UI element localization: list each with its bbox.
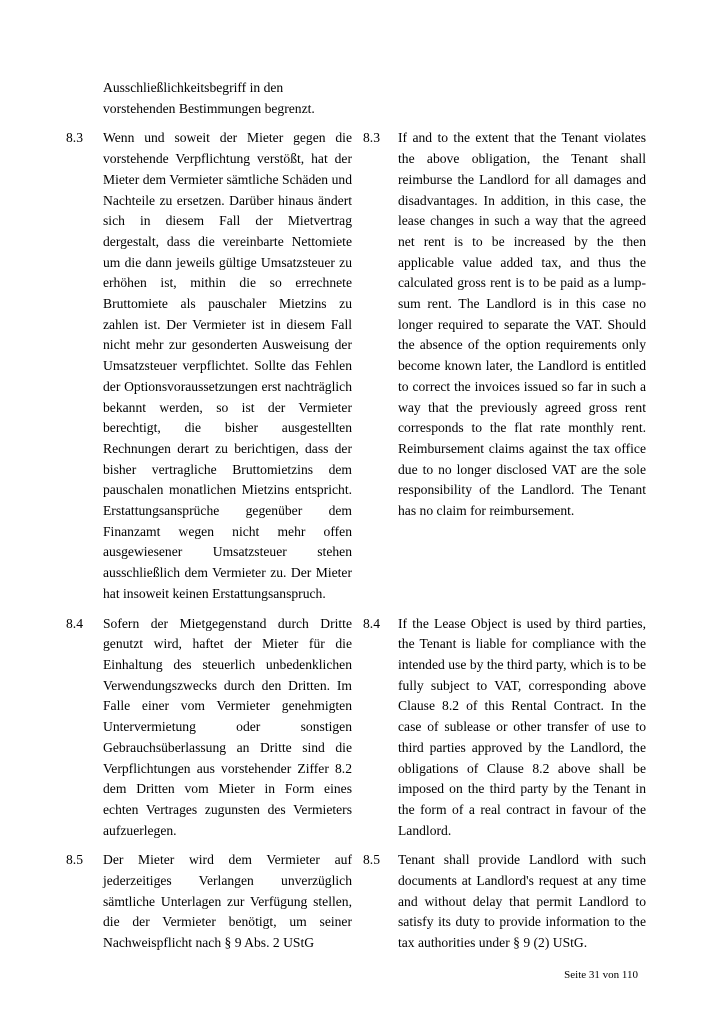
column-gap — [352, 78, 363, 119]
clause-number-english: 8.4 — [363, 615, 380, 631]
intro-continuation-german: Ausschließlichkeitsbegriff in den vorstehenden Bestimmungen begrenzt. — [103, 80, 315, 116]
intro-continuation-english-empty — [398, 78, 646, 119]
clause-number-empty — [66, 78, 103, 119]
clause-text-german: Der Mieter wird dem Vermieter auf jederzeitiges Verlangen unverzüglich sämtliche Unterlagen zur Verfügung stellen, die der Vermieter benötigt, um seiner Nachweispflicht nach § 9 Abs. 2 UStG — [103, 852, 352, 951]
clause-row — [66, 850, 646, 954]
clause-sections — [66, 128, 646, 953]
clause-text-german: Wenn und soweit der Mieter gegen die vorstehende Verpflichtung verstößt, hat der Mieter dem Vermieter sämtliche Schäden und Nachteile zu ersetzen. Darüber hinaus ändert sich in diesem Fall der Mietvertrag dergestalt, dass die vereinbarte Nettomiete um die dann jeweils gültige Umsatzsteuer zu erhöhen ist, mithin die so errechnete Bruttomiete als pauschaler Mietzins zu zahlen ist. Der Vermieter ist in diesem Fall nicht mehr zur gesonderten Ausweisung der Umsatzsteuer verpflichtet. Sollte das Fehlen der Optionsvoraussetzungen erst nachträglich bekannt werden, so ist der Vermieter berechtigt, die bisher ausgestellten Rechnungen derart zu berichtigen, dass der bisher vertragliche Bruttomietzins dem pauschalen monatlichen Mietzins entspricht. Erstattungsansprüche gegenüber dem Finanzamt wegen nicht mehr offen ausgewiesener Umsatzsteuer stehen ausschließlich dem Vermieter zu. Der Mieter hat insoweit keinen Erstattungsanspruch. — [103, 130, 352, 601]
clause-number-empty — [363, 78, 398, 119]
column-gap — [352, 128, 363, 604]
column-gap — [352, 614, 363, 842]
clause-number-german: 8.3 — [66, 130, 83, 146]
clause-number-german: 8.5 — [66, 852, 83, 868]
page-number-footer: Seite 31 von 110 — [564, 969, 638, 981]
clause-text-english: Tenant shall provide Landlord with such documents at Landlord's request at any time and without delay that permit Landlord to satisfy its duty to provide information to the tax authorities under § 9 (2) UStG. — [398, 852, 646, 951]
contract-body — [66, 78, 646, 963]
clause-row — [66, 128, 646, 604]
clause-row — [66, 614, 646, 842]
intro-continuation-row — [66, 78, 646, 119]
clause-text-english: If the Lease Object is used by third parties, the Tenant is liable for compliance with the intended use by the third party, which is to be fully subject to VAT, corresponding above Clause 8.2 of this Rental Contract. In the case of sublease or other transfer of use to third parties approved by the Landlord, the obligations of Clause 8.2 above shall be imposed on the third party by the Tenant in the form of a real contract in favour of the Landlord. — [398, 615, 646, 838]
clause-text-german: Sofern der Mietgegenstand durch Dritte genutzt wird, haftet der Mieter für die Einhaltung des steuerlich unbedenklichen Verwendungszwecks durch den Dritten. Im Falle einer vom Vermieter genehmigten Untervermietung oder sonstigen Gebrauchsüberlassung an Dritte sind die Verpflichtungen aus vorstehender Ziffer 8.2 dem Dritten vom Mieter in Form eines echten Vertrages zugunsten des Vermieters aufzuerlegen. — [103, 615, 352, 838]
column-gap — [352, 850, 363, 954]
clause-number-english: 8.3 — [363, 130, 380, 146]
clause-number-german: 8.4 — [66, 615, 83, 631]
clause-number-english: 8.5 — [363, 852, 380, 868]
clause-text-english: If and to the extent that the Tenant violates the above obligation, the Tenant shall reimburse the Landlord for all damages and disadvantages. In addition, in this case, the lease changes in such a way that the agreed net rent is to be increased by the then applicable value added tax, and thus the calculated gross rent is to be paid as a lump-sum rent. The Landlord is in this case no longer required to separate the VAT. Should the absence of the option requirements only become known later, the Landlord is entitled to correct the invoices issued so far in such a way that the previously agreed gross rent corresponds to the flat rate monthly rent. Reimbursement claims against the tax office due to no longer disclosed VAT are the sole responsibility of the Landlord. The Tenant has no claim for reimbursement. — [398, 130, 646, 519]
